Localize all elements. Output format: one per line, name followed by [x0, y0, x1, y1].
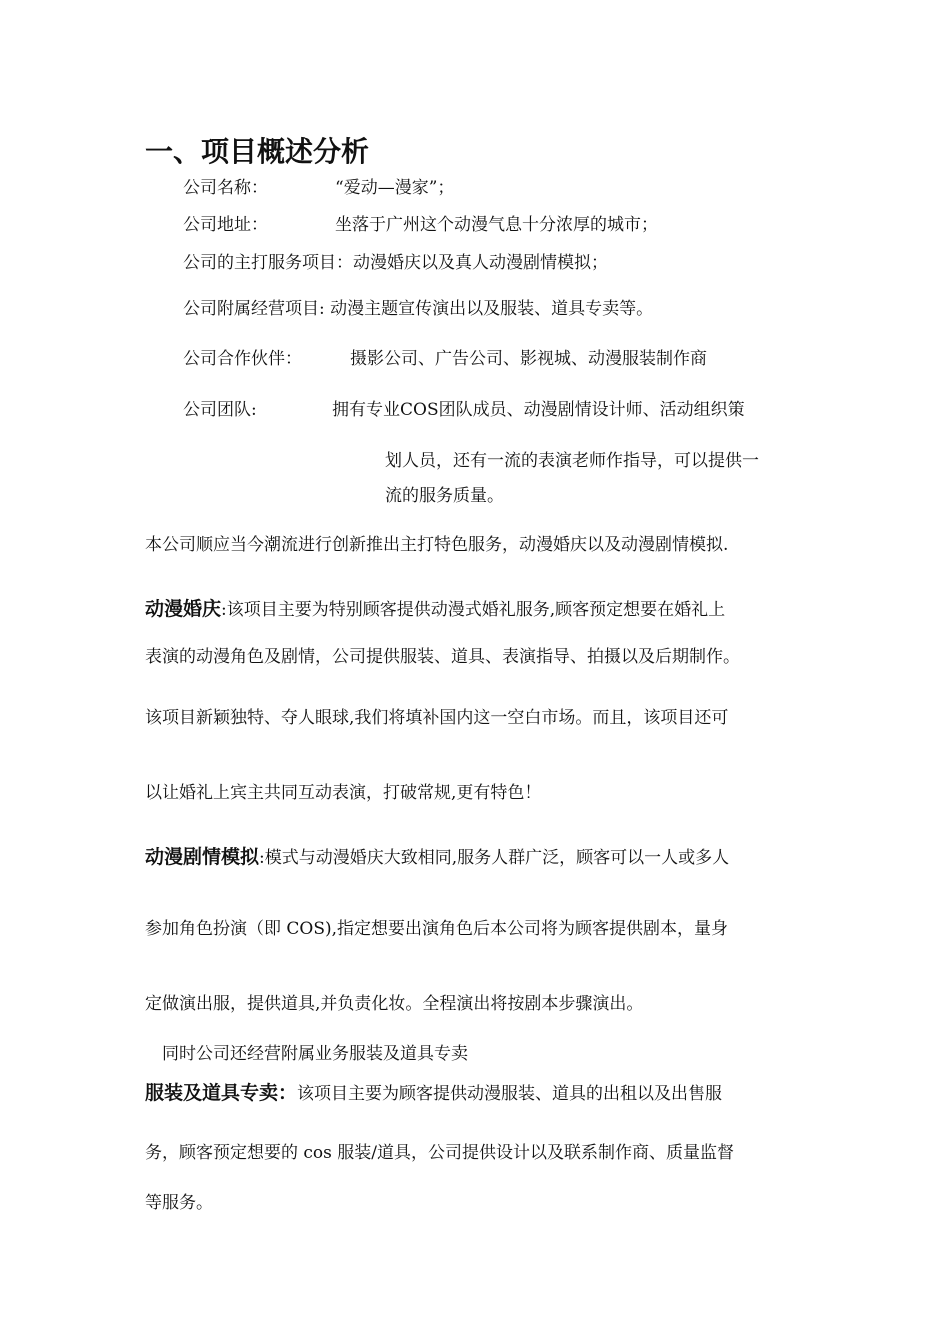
- drama-heading: 动漫剧情模拟: [145, 846, 260, 868]
- wedding-paragraph-line-1: [145, 594, 725, 621]
- wedding-text-2: 表演的动漫角色及剧情，公司提供服装、道具、表演指导、拍摄以及后期制作。: [145, 647, 740, 667]
- company-name-label: 公司名称：: [183, 178, 268, 198]
- drama-paragraph-line-1: [145, 842, 729, 869]
- also-line: 同时公司还经营附属业务服装及道具专卖: [162, 1044, 468, 1064]
- team-line-2: 划人员，还有一流的表演老师作指导，可以提供一: [385, 451, 759, 471]
- intro-paragraph: 本公司顺应当今潮流进行创新推出主打特色服务，动漫婚庆以及动漫剧情模拟.: [145, 535, 729, 555]
- company-address-label: 公司地址：: [183, 215, 268, 235]
- team-label: 公司团队:: [183, 400, 257, 420]
- wedding-text-4: 以让婚礼上宾主共同互动表演，打破常规,更有特色！: [145, 783, 542, 803]
- partners-value: 摄影公司、广告公司、影视城、动漫服装制作商: [350, 349, 707, 369]
- main-service-line: 公司的主打服务项目：动漫婚庆以及真人动漫剧情模拟；: [183, 253, 608, 273]
- costume-text-3: 等服务。: [145, 1193, 213, 1213]
- wedding-text-1: :该项目主要为特别顾客提供动漫式婚礼服务,顾客预定想要在婚礼上: [221, 600, 726, 620]
- costume-text-2: 务，顾客预定想要的 cos 服装/道具，公司提供设计以及联系制作商、质量监督: [145, 1143, 735, 1163]
- drama-text-1: :模式与动漫婚庆大致相同,服务人群广泛，顾客可以一人或多人: [259, 848, 730, 868]
- page-title: 一、项目概述分析: [145, 135, 370, 168]
- company-address-value: 坐落于广州这个动漫气息十分浓厚的城市；: [335, 215, 658, 235]
- costume-paragraph-line-1: [145, 1078, 722, 1105]
- partners-label: 公司合作伙伴：: [183, 349, 302, 369]
- wedding-text-3: 该项目新颖独特、夺人眼球,我们将填补国内这一空白市场。而且，该项目还可: [145, 708, 729, 728]
- company-name-value: “爱动—漫家”；: [335, 178, 455, 198]
- drama-text-3: 定做演出服，提供道具,并负责化妆。全程演出将按剧本步骤演出。: [145, 994, 644, 1014]
- wedding-heading: 动漫婚庆: [145, 598, 222, 620]
- team-line-1: 拥有专业COS团队成员、动漫剧情设计师、活动组织策: [332, 400, 745, 420]
- drama-text-2: 参加角色扮演（即 COS),指定想要出演角色后本公司将为顾客提供剧本，量身: [145, 919, 729, 939]
- sub-service-line: 公司附属经营项目: 动漫主题宣传演出以及服装、道具专卖等。: [183, 299, 654, 319]
- costume-heading: 服装及道具专卖：: [145, 1082, 298, 1104]
- team-line-3: 流的服务质量。: [385, 486, 504, 506]
- costume-text-1: 该项目主要为顾客提供动漫服装、道具的出租以及出售服: [297, 1084, 723, 1104]
